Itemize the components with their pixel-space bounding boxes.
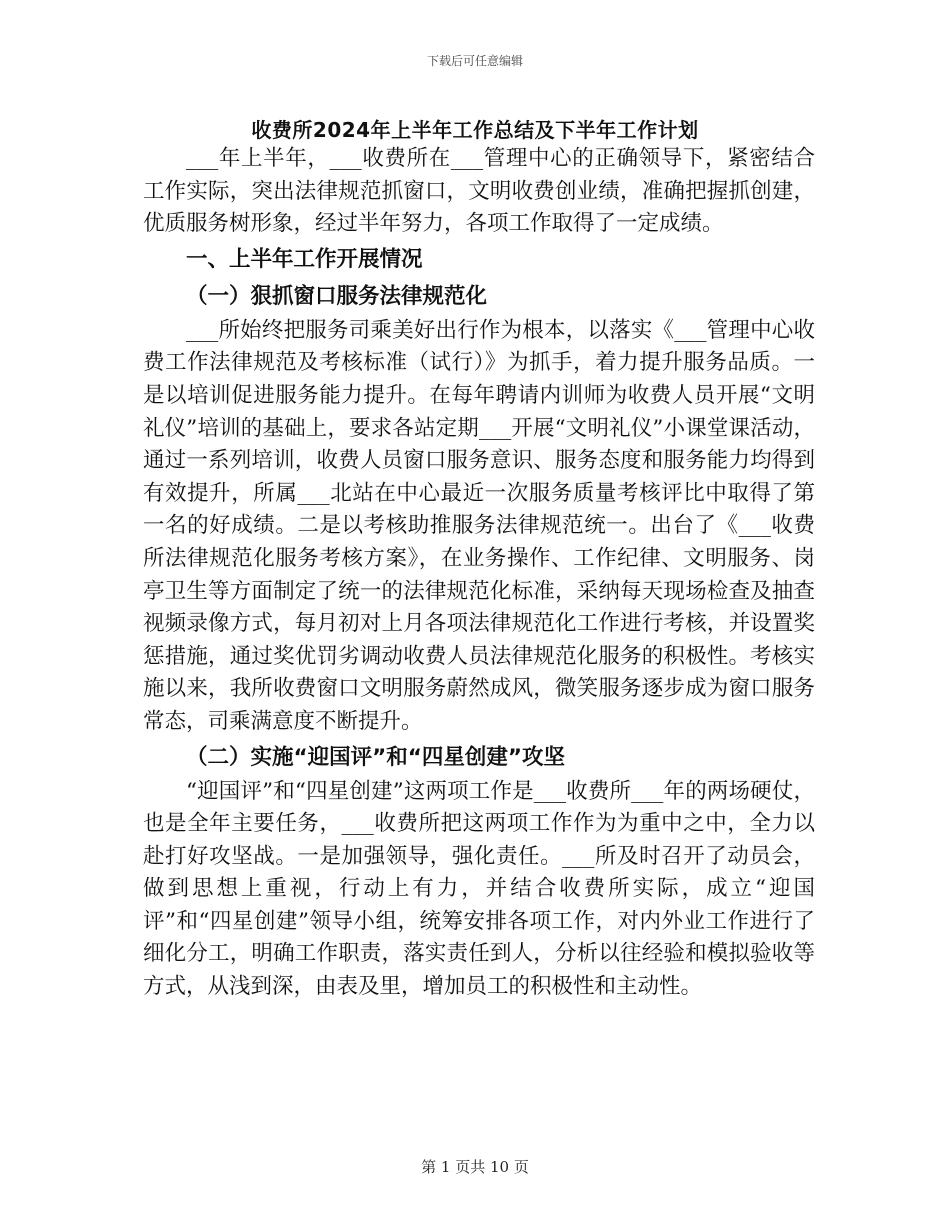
intro-paragraph: ___年上半年，___收费所在___管理中心的正确领导下，紧密结合工作实际，突出法律规范抓窗口，文明收费创业绩，准确把握抓创建，优质服务树形象，经过半年努力，各项工作取得了一定成绩。 — [143, 146, 815, 237]
subsection-2-paragraph: “迎国评”和“四星创建”这两项工作是___收费所___年的两场硬仗，也是全年主要任务，___收费所把这两项工作作为为重中之中，全力以赴打好攻坚战。一是加强领导，强化责任。___所及时召开了动员会，做到思想上重视，行动上有力，并结合收费所实际，成立“迎国评”和“四星创建”领导小组，统筹安排各项工作，对内外业工作进行了细化分工，明确工作职责，落实责任到人，分析以往经验和模拟验收等方式，从浅到深，由表及里，增加员工的积极性和主动性。 — [143, 778, 815, 1000]
section-heading-1: 一、上半年工作开展情况 — [186, 246, 423, 272]
document-title: 收费所2024年上半年工作总结及下半年工作计划 — [251, 118, 699, 142]
document-body — [143, 143, 815, 1004]
subsection-heading-2: （二）实施“迎国评”和“四星创建”攻坚 — [186, 744, 566, 770]
page-number: 第 1 页共 10 页 — [421, 1158, 529, 1176]
header-note: 下载后可任意编辑 — [426, 54, 523, 68]
subsection-heading-1: （一）狠抓窗口服务法律规范化 — [186, 283, 488, 309]
subsection-1-paragraph: ___所始终把服务司乘美好出行作为根本，以落实《___管理中心收费工作法律规范及考核标准（试行）》为抓手，着力提升服务品质。一是以培训促进服务能力提升。在每年聘请内训师为收费人员开展“文明礼仪”培训的基础上，要求各站定期___开展“文明礼仪”小课堂课活动，通过一系列培训，收费人员窗口服务意识、服务态度和服务能力均得到有效提升，所属___北站在中心最近一次服务质量考核评比中取得了第一名的好成绩。二是以考核助推服务法律规范统一。出台了《___收费所法律规范化服务考核方案》，在业务操作、工作纪律、文明服务、岗亭卫生等方面制定了统一的法律规范化标准，采纳每天现场检查及抽查视频录像方式，每月初对上月各项法律规范化工作进行考核，并设置奖惩措施，通过奖优罚劣调动收费人员法律规范化服务的积极性。考核实施以来，我所收费窗口文明服务蔚然成风，微笑服务逐步成为窗口服务常态，司乘满意度不断提升。 — [143, 317, 815, 734]
